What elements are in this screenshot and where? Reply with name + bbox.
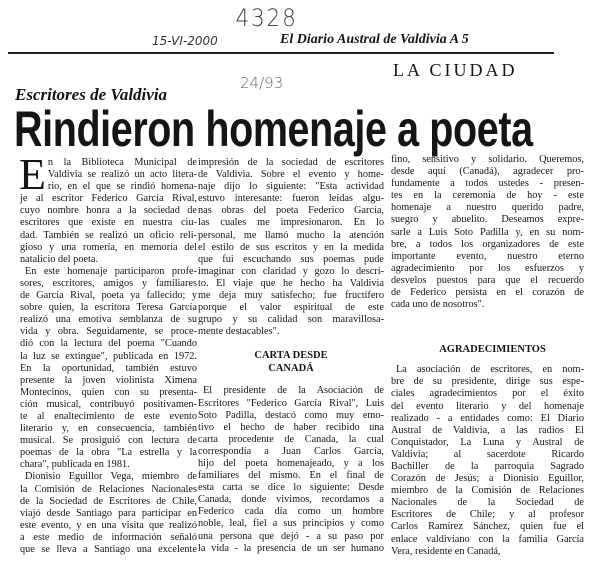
handwritten-reference: 24/93 <box>240 74 284 92</box>
text-line: cada uno de nosotros". <box>391 299 485 311</box>
text-line: de Federico persista en el corazón de <box>391 287 584 299</box>
text-line: a este medio de información señaló <box>20 531 197 543</box>
text-line: impresión de la sociedad de escritores <box>198 157 384 168</box>
text-line: bre de su presidente, dirige sus espe- <box>391 376 584 388</box>
text-line: Dionisio Eguillor Vega, miembro de <box>25 471 197 483</box>
column-3-text-bottom <box>391 364 584 558</box>
text-line: presente la joven violinista Ximena <box>20 374 197 386</box>
text-line: el estilo de sus escritos y en la medida <box>198 241 384 253</box>
text-line: dió con la lectura del poema "Cuando <box>20 338 197 350</box>
text-line: ciales agradecimientos por el éxito <box>391 388 584 400</box>
text-line: esta carta se dice lo siguiente: Desde <box>198 482 384 494</box>
text-line: una persona que dejó - a su paso por <box>198 530 384 542</box>
text-line: sarle a Luis Soto Padilla y, en su nom- <box>391 226 584 238</box>
column-3-text-top <box>391 154 584 311</box>
text-line: este evento, y en una visita que realizó <box>20 519 197 531</box>
text-line: enlace valdiviano con la familia García <box>391 533 584 545</box>
text-line: musical. Se prosiguió con lectura de <box>20 435 197 447</box>
text-line: fino, sensitivo y solidario. Queremos, <box>391 154 584 165</box>
text-line: ción musical, contribuyó positivamen- <box>20 398 197 410</box>
text-line: de García Rival, poeta ya fallecido; y <box>20 290 197 302</box>
text-line: poemas de la obra "La estrella y la <box>20 447 197 459</box>
text-line: to. El viaje que he hecho ha Valdivia <box>198 277 384 289</box>
text-line: carta procedente de Canada, la cual <box>198 433 384 445</box>
text-line: personal, me llamó mucho la atención <box>198 229 384 241</box>
text-line: gioso y una romería, en memoria del <box>20 241 197 253</box>
article-title: Rindieron homenaje a poeta <box>14 101 533 157</box>
text-line: desvelos puestos para que el recuerdo <box>391 274 584 286</box>
text-line: Carlos Ramírez Sánchez, quien fue el <box>391 521 584 533</box>
text-line: chara", publicada en 1981. <box>20 459 130 471</box>
text-line: Vera, residente en Canadá, <box>391 545 501 557</box>
text-line: fundamente a todos ustedes - presen- <box>391 178 584 190</box>
text-line: la vida - la presencia de un ser humano <box>198 542 384 554</box>
text-line: n la Biblioteca Municipal de <box>47 157 197 168</box>
text-line: de la Sociedad de Escritores de Chile, <box>20 495 197 507</box>
text-line: escritores que existe en nuestra ciu- <box>20 217 197 229</box>
column-2-text-bottom <box>198 385 384 554</box>
text-line: rio, en el que se rindió homena- <box>47 181 197 193</box>
subheading-agradecimientos: AGRADECIMIENTOS <box>439 344 546 356</box>
text-line: Escritores "Federico García Rival", Luis <box>198 397 384 409</box>
text-line: agradecimiento por los esfuerzos y <box>391 262 584 274</box>
text-line: bre, a todos los organizadores de este <box>391 238 584 250</box>
text-line: tes en la ceremonia de hoy - este <box>391 190 584 202</box>
text-line: Bachiller de la parroquia Sagrado <box>391 460 584 472</box>
text-line: El presidente de la Asociación de <box>203 385 384 397</box>
text-line: cuyo nombre honra a la sociedad de <box>20 205 197 217</box>
text-line: hijo del poeta homenajeado, y a los <box>198 457 384 469</box>
text-line: Soto Padilla, destacó como muy emo- <box>198 409 384 421</box>
text-line: nas obras del poeta Federico García, <box>198 205 384 217</box>
text-line: porque el valor espiritual de este <box>198 302 384 314</box>
subheading-canada: CANADÁ <box>268 363 314 375</box>
column-1 <box>19 150 197 556</box>
header-rule <box>8 52 554 54</box>
text-line: Austral de Valdivia, a las radios El <box>391 424 584 436</box>
text-line: desde aquí (Canadá), agradecer pro- <box>391 166 584 178</box>
text-line: Nacionales de la Sociedad de <box>391 497 584 509</box>
text-line: tivo el hecho de haber recibido una <box>198 421 384 433</box>
text-line: natalicio del poeta. <box>20 253 99 265</box>
text-line: realizado - a entidades como: El Diario <box>391 412 584 424</box>
text-line: homenaje a nuestro querido padre, <box>391 202 584 214</box>
text-line: viajó desde Santiago para participar en <box>20 507 197 519</box>
drop-cap: E <box>19 150 46 199</box>
text-line: En este homenaje participaron profe- <box>25 265 197 277</box>
text-line: imaginar con claridad y gozo lo descri- <box>198 265 384 277</box>
text-line: que fui escuchando sus poemas pude <box>198 253 384 265</box>
text-line: Conquistador, La Luna y Austral de <box>391 436 584 448</box>
text-line: Valdivia se realizó un acto litera- <box>47 169 197 181</box>
handwritten-date: 15-VI-2000 <box>152 34 218 48</box>
text-line: naje dijo lo siguiente: "Esta actividad <box>198 181 384 193</box>
text-line: dad. También se realizó un oficio reli- <box>20 229 197 241</box>
text-line: correspondía a Juan Carlos García, <box>198 445 384 457</box>
text-line: que se lleva a Santiago una excelente <box>20 544 197 555</box>
text-line: la luz se extingue", publicada en 1972. <box>20 350 197 362</box>
newspaper-name: El Diario Austral de Valdivia A 5 <box>280 32 469 47</box>
column-1-text <box>19 150 197 556</box>
text-line: noble, leal, fiel a sus principios y como <box>198 518 384 530</box>
text-line: literario y, en consecuencia, también <box>20 423 197 435</box>
text-line: Montecinos, quien con su presenta- <box>20 386 197 398</box>
text-line: vida y obra. Seguidamente, se proce- <box>20 326 197 338</box>
text-line: mente destacables". <box>198 326 280 338</box>
column-2-text-top <box>198 157 384 338</box>
text-line: de Valdivia. Sobre el evento y home- <box>198 169 384 181</box>
text-line: importante evento, nuestro eterno <box>391 250 584 262</box>
text-line: La asociación de escritores, en nom- <box>396 364 584 376</box>
text-line: realizó una emotiva semblanza de su <box>20 314 197 326</box>
text-line: te al enaltecimiento de este evento <box>20 410 197 422</box>
text-line: estuvo interesante: fueron leídas algu- <box>198 193 384 205</box>
text-line: del evento literario y del homenaje <box>391 400 584 412</box>
column-2 <box>198 157 384 555</box>
text-line: En la oportunidad, también estuvo <box>20 362 197 374</box>
text-line: las cuales me impresionaron. En lo <box>198 217 384 229</box>
text-line: Canada, donde vivimos, recordamos a <box>198 494 384 506</box>
text-line: sobre quien, la escritora Teresa García <box>20 302 197 314</box>
text-line: la Comisión de Relaciones Nacionales <box>20 483 197 495</box>
article-kicker: Escritores de Valdivia <box>15 85 168 104</box>
section-name: LA CIUDAD <box>393 60 518 80</box>
text-line: sores, escritores, amigos y familiares <box>20 277 197 289</box>
text-line: Corazón de Jesús; a Dionisio Eguillor, <box>391 473 584 485</box>
text-line: Federico cada día como un hombre <box>198 506 384 518</box>
text-line: me deja muy satisfecho; fue fructífero <box>198 290 384 302</box>
text-line: familiares del mismo. En el final de <box>198 470 384 482</box>
text-line: je al escritor Federico García Rival, <box>20 193 197 205</box>
text-line: Valdivia; al sacerdote Ricardo <box>391 448 584 460</box>
text-line: Escritores de Chile; y al profesor <box>391 509 584 521</box>
handwritten-archive-number: 4328 <box>235 4 298 32</box>
column-3 <box>391 154 584 558</box>
text-line: miembro de la Comisión de Relaciones <box>391 485 584 497</box>
text-line: grupo y su calidad son maravillosa- <box>198 314 384 326</box>
text-line: suegro y abuelito. Deseamos expre- <box>391 214 584 226</box>
subheading-carta: CARTA DESDE <box>254 350 328 362</box>
